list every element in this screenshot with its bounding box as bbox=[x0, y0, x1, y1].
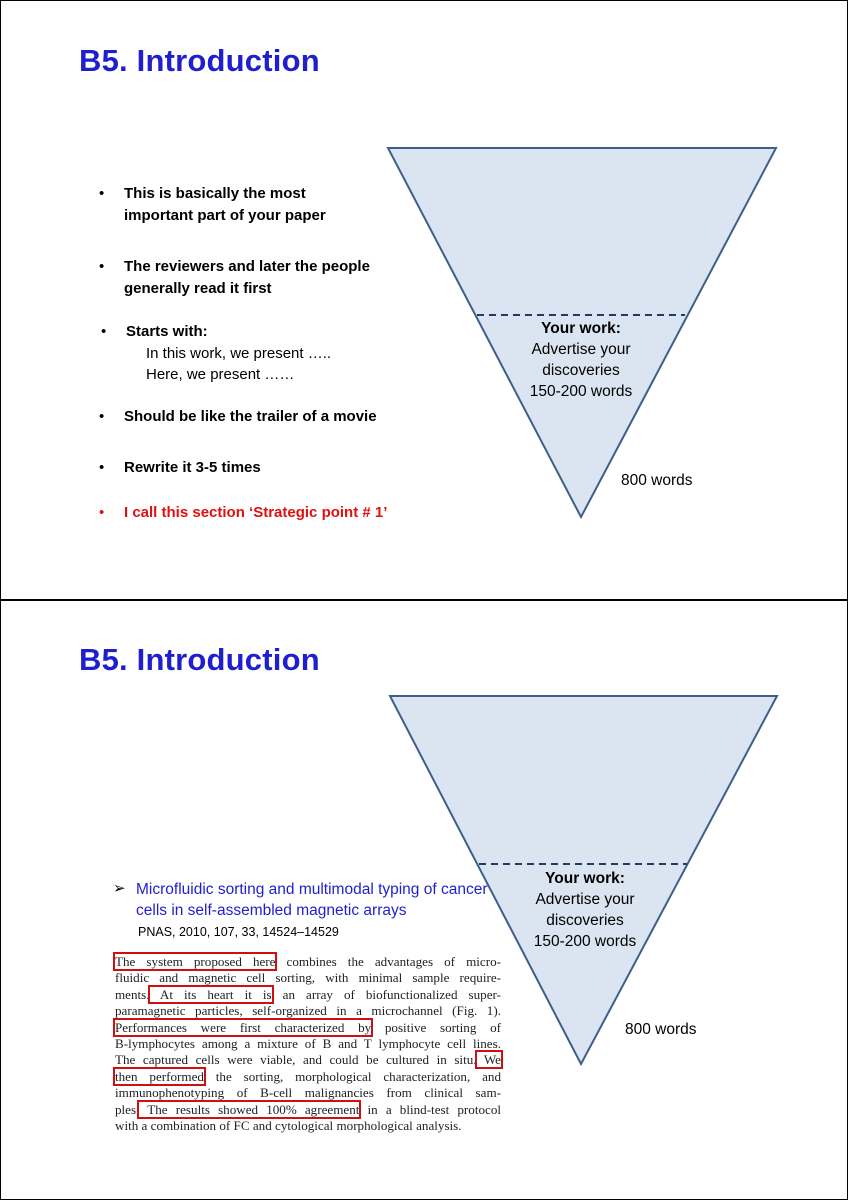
slide-title: B5. Introduction bbox=[79, 642, 320, 677]
abstract-text: The captured cells were viable, and could be cultured in situ. bbox=[115, 1052, 477, 1068]
example-2: Here, we present …… bbox=[146, 366, 295, 383]
abstract-text: in a blind-test protocol bbox=[359, 1101, 502, 1117]
highlighted-phrase: We bbox=[476, 1052, 501, 1068]
abstract-text: combines the advantages of micro- bbox=[275, 954, 501, 969]
arrow-bullet-icon: ➢ bbox=[113, 880, 126, 897]
highlighted-phrase: The results showed 100% agreement bbox=[139, 1101, 360, 1117]
abstract-text: B-lymphocytes among a mixture of B and T lymphocyte cell lines. bbox=[115, 1036, 501, 1052]
abstract-text: ments. bbox=[115, 986, 150, 1002]
funnel-label: Your work: Advertise your discoveries 150-200 words bbox=[533, 870, 637, 950]
abstract-line bbox=[115, 987, 501, 1003]
slide-1: B5. Introduction • This is basically the most important part of your paper • The reviewers and later the people generally read it first • Starts with: In this work, we present ….. Here, we present …… • Should be like the trailer of a movie • Rewrite it 3-5 times • I call this section ‘Strategic point # 1’ Your work: Advertise your discoveries 150-200 words 800 words bbox=[0, 0, 848, 600]
funnel-label: Your work: Advertise your discoveries 150-200 words bbox=[529, 320, 633, 400]
abstract-line bbox=[115, 1085, 501, 1101]
abstract-text: paramagnetic particles, self-organized in a microchannel (Fig. 1). bbox=[115, 1003, 501, 1019]
abstract-line bbox=[115, 1052, 501, 1068]
abstract-line bbox=[115, 1118, 501, 1134]
abstract-text: the sorting, morphological characterization, and bbox=[203, 1068, 501, 1084]
abstract-line bbox=[115, 970, 501, 986]
paper-title: Microfluidic sorting and multimodal typing of cancer cells in self-assembled magnetic arrays bbox=[136, 881, 488, 919]
abstract-line bbox=[115, 1036, 501, 1052]
highlighted-phrase: then performed bbox=[115, 1068, 204, 1084]
total-words-label: 800 words bbox=[625, 1021, 697, 1038]
slide-2 bbox=[0, 600, 848, 1200]
abstract-excerpt bbox=[115, 954, 501, 1134]
abstract-text: positive sorting of bbox=[371, 1019, 501, 1035]
abstract-line bbox=[115, 1069, 501, 1085]
abstract-line bbox=[115, 1020, 501, 1036]
highlighted-phrase: The system proposed here bbox=[115, 954, 276, 969]
total-words-label: 800 words bbox=[621, 472, 693, 489]
abstract-text: ples. bbox=[115, 1101, 140, 1117]
abstract-text: fluidic and magnetic cell sorting, with minimal sample require- bbox=[115, 970, 501, 986]
abstract-text: an array of biofunctionalized super- bbox=[271, 986, 501, 1002]
highlighted-phrase: At its heart it is bbox=[149, 986, 272, 1002]
highlighted-phrase: Performances were first characterized by bbox=[115, 1019, 372, 1035]
abstract-line bbox=[115, 1003, 501, 1019]
example-1: In this work, we present ….. bbox=[146, 345, 332, 362]
abstract-text: with a combination of FC and cytological morphological analysis. bbox=[115, 1118, 462, 1134]
abstract-line bbox=[115, 1102, 501, 1118]
paper-citation: PNAS, 2010, 107, 33, 14524–14529 bbox=[138, 925, 339, 939]
abstract-text: immunophenotyping of B-cell malignancies from clinical sam- bbox=[115, 1085, 501, 1101]
abstract-line bbox=[115, 954, 501, 970]
slide-title: B5. Introduction bbox=[79, 43, 320, 78]
